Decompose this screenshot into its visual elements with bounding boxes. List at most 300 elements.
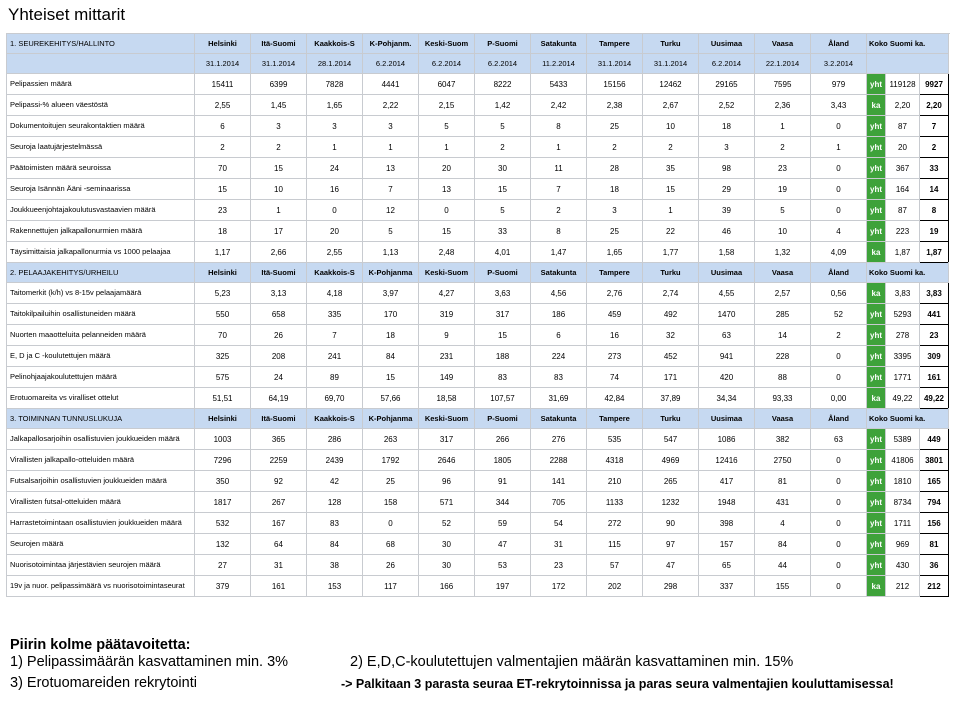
region-header: K-Pohjanm. xyxy=(363,34,419,54)
value-cell: 64 xyxy=(251,534,307,555)
value-cell: 20 xyxy=(307,221,363,242)
value-cell: 2,57 xyxy=(755,283,811,304)
value-cell: 5 xyxy=(419,116,475,137)
district-value-cell: 3801 xyxy=(920,450,949,471)
goals-heading: Piirin kolme päätavoitetta: xyxy=(10,637,191,653)
value-cell: 107,57 xyxy=(475,388,531,409)
value-cell: 337 xyxy=(699,576,755,597)
region-header: Tampere xyxy=(587,34,643,54)
value-cell: 941 xyxy=(699,346,755,367)
region-header: Koko Suomi ka. xyxy=(867,263,949,283)
value-cell: 19 xyxy=(755,179,811,200)
value-cell: 31,69 xyxy=(531,388,587,409)
value-cell: 37,89 xyxy=(643,388,699,409)
value-cell: 0 xyxy=(307,200,363,221)
value-cell: 26 xyxy=(251,325,307,346)
region-header: Kaakkois-S xyxy=(307,409,363,429)
goal-line-1 xyxy=(10,654,950,675)
value-cell: 42 xyxy=(307,471,363,492)
value-cell: 15 xyxy=(363,367,419,388)
value-cell: 4318 xyxy=(587,450,643,471)
district-value-cell: 7 xyxy=(920,116,949,137)
date-cell: 3.2.2014 xyxy=(811,54,867,74)
value-cell: 31 xyxy=(251,555,307,576)
value-cell: 23 xyxy=(195,200,251,221)
value-cell: 93,33 xyxy=(755,388,811,409)
value-cell: 167 xyxy=(251,513,307,534)
district-value-cell: 3,83 xyxy=(920,283,949,304)
value-cell: 33 xyxy=(475,221,531,242)
date-cell: 6.2.2014 xyxy=(363,54,419,74)
region-header: Tampere xyxy=(587,263,643,283)
value-cell: 47 xyxy=(643,555,699,576)
metric-label: Taitomerkit (k/h) vs 8-15v pelaajamäärä xyxy=(7,283,195,304)
date-cell: 31.1.2014 xyxy=(195,54,251,74)
region-header: Turku xyxy=(643,263,699,283)
value-cell: 88 xyxy=(755,367,811,388)
value-cell: 16 xyxy=(587,325,643,346)
value-cell: 325 xyxy=(195,346,251,367)
total-cell: 969 xyxy=(886,534,920,555)
value-cell: 2,38 xyxy=(587,95,643,116)
value-cell: 3,43 xyxy=(811,95,867,116)
value-cell: 42,84 xyxy=(587,388,643,409)
value-cell: 18,58 xyxy=(419,388,475,409)
value-cell: 29 xyxy=(699,179,755,200)
value-cell: 2 xyxy=(251,137,307,158)
value-cell: 2439 xyxy=(307,450,363,471)
value-cell: 155 xyxy=(755,576,811,597)
value-cell: 0 xyxy=(811,534,867,555)
value-cell: 0 xyxy=(811,450,867,471)
metric-label: Virallisten futsal-otteluiden määrä xyxy=(7,492,195,513)
value-cell: 18 xyxy=(699,116,755,137)
value-cell: 69,70 xyxy=(307,388,363,409)
value-cell: 2 xyxy=(643,137,699,158)
district-value-cell: 33 xyxy=(920,158,949,179)
total-cell: 119128 xyxy=(886,74,920,95)
metric-label: Futsalsarjoihin osallistuvien joukkueiden määrä xyxy=(7,471,195,492)
district-value-cell: 19 xyxy=(920,221,949,242)
value-cell: 31 xyxy=(531,534,587,555)
table-row xyxy=(7,95,949,116)
value-cell: 6 xyxy=(195,116,251,137)
value-cell: 91 xyxy=(475,471,531,492)
value-cell: 265 xyxy=(643,471,699,492)
section-title: 3. TOIMINNAN TUNNUSLUKUJA xyxy=(7,409,195,429)
reward-note: -> Palkitaan 3 parasta seuraa ET-rekrytoinnissa ja paras seura valmentajien kouluttamisessa! xyxy=(341,677,894,691)
region-header: Tampere xyxy=(587,409,643,429)
metric-label: Seurojen määrä xyxy=(7,534,195,555)
value-cell: 2,22 xyxy=(363,95,419,116)
value-cell: 57,66 xyxy=(363,388,419,409)
value-cell: 1 xyxy=(643,200,699,221)
value-cell: 52 xyxy=(419,513,475,534)
value-cell: 2,15 xyxy=(419,95,475,116)
metric-label: E, D ja C -koulutettujen määrä xyxy=(7,346,195,367)
value-cell: 705 xyxy=(531,492,587,513)
metric-label: 19v ja nuor. pelipassimäärä vs nuorisotoimintaseurat xyxy=(7,576,195,597)
aggregate-type-badge: ka xyxy=(867,283,886,304)
value-cell: 34,34 xyxy=(699,388,755,409)
district-value-cell: 1,87 xyxy=(920,242,949,263)
value-cell: 1 xyxy=(251,200,307,221)
total-cell: 1771 xyxy=(886,367,920,388)
date-cell: 11.2.2014 xyxy=(531,54,587,74)
value-cell: 2 xyxy=(811,325,867,346)
value-cell: 117 xyxy=(363,576,419,597)
value-cell: 10 xyxy=(755,221,811,242)
region-header: Helsinki xyxy=(195,34,251,54)
aggregate-type-badge: yht xyxy=(867,200,886,221)
value-cell: 8 xyxy=(531,221,587,242)
metrics-table-image xyxy=(6,33,945,620)
table-row xyxy=(7,74,949,95)
value-cell: 28 xyxy=(587,158,643,179)
section-header-row xyxy=(7,263,949,283)
value-cell: 70 xyxy=(195,325,251,346)
value-cell: 2259 xyxy=(251,450,307,471)
dates-filler xyxy=(867,54,949,74)
value-cell: 83 xyxy=(531,367,587,388)
value-cell: 13 xyxy=(419,179,475,200)
value-cell: 57 xyxy=(587,555,643,576)
value-cell: 1817 xyxy=(195,492,251,513)
total-cell: 87 xyxy=(886,116,920,137)
value-cell: 0 xyxy=(811,492,867,513)
value-cell: 1,45 xyxy=(251,95,307,116)
value-cell: 15156 xyxy=(587,74,643,95)
region-header: Keski-Suom xyxy=(419,263,475,283)
value-cell: 15 xyxy=(251,158,307,179)
value-cell: 344 xyxy=(475,492,531,513)
value-cell: 92 xyxy=(251,471,307,492)
value-cell: 84 xyxy=(755,534,811,555)
value-cell: 3,13 xyxy=(251,283,307,304)
value-cell: 10 xyxy=(251,179,307,200)
value-cell: 1,65 xyxy=(587,242,643,263)
value-cell: 0,56 xyxy=(811,283,867,304)
metric-label: Täysimittaisia jalkapallonurmia vs 1000 pelaajaa xyxy=(7,242,195,263)
district-value-cell: 165 xyxy=(920,471,949,492)
value-cell: 4969 xyxy=(643,450,699,471)
value-cell: 3 xyxy=(363,116,419,137)
table-row xyxy=(7,492,949,513)
total-cell: 278 xyxy=(886,325,920,346)
value-cell: 4,01 xyxy=(475,242,531,263)
value-cell: 547 xyxy=(643,429,699,450)
table-row xyxy=(7,450,949,471)
section-title: 2. PELAAJAKEHITYS/URHEILU xyxy=(7,263,195,283)
value-cell: 170 xyxy=(363,304,419,325)
value-cell: 0 xyxy=(363,513,419,534)
table-row xyxy=(7,242,949,263)
value-cell: 64,19 xyxy=(251,388,307,409)
value-cell: 0 xyxy=(811,513,867,534)
value-cell: 7595 xyxy=(755,74,811,95)
metric-label: Nuorisotoimintaa järjestävien seurojen määrä xyxy=(7,555,195,576)
value-cell: 30 xyxy=(419,555,475,576)
value-cell: 128 xyxy=(307,492,363,513)
value-cell: 12 xyxy=(363,200,419,221)
section-header-row xyxy=(7,409,949,429)
value-cell: 7 xyxy=(363,179,419,200)
total-cell: 49,22 xyxy=(886,388,920,409)
value-cell: 15 xyxy=(195,179,251,200)
value-cell: 46 xyxy=(699,221,755,242)
value-cell: 2,48 xyxy=(419,242,475,263)
value-cell: 2,55 xyxy=(195,95,251,116)
region-header: Åland xyxy=(811,409,867,429)
value-cell: 319 xyxy=(419,304,475,325)
value-cell: 273 xyxy=(587,346,643,367)
value-cell: 267 xyxy=(251,492,307,513)
value-cell: 1,58 xyxy=(699,242,755,263)
date-cell: 6.2.2014 xyxy=(475,54,531,74)
metric-label: Päätoimisten määrä seuroissa xyxy=(7,158,195,179)
value-cell: 3 xyxy=(307,116,363,137)
metric-label: Virallisten jalkapallo-otteluiden määrä xyxy=(7,450,195,471)
value-cell: 26 xyxy=(363,555,419,576)
value-cell: 1470 xyxy=(699,304,755,325)
value-cell: 153 xyxy=(307,576,363,597)
region-header: P-Suomi xyxy=(475,34,531,54)
metric-label: Pelipassien määrä xyxy=(7,74,195,95)
value-cell: 89 xyxy=(307,367,363,388)
value-cell: 6047 xyxy=(419,74,475,95)
value-cell: 51,51 xyxy=(195,388,251,409)
total-cell: 5389 xyxy=(886,429,920,450)
value-cell: 1792 xyxy=(363,450,419,471)
value-cell: 298 xyxy=(643,576,699,597)
value-cell: 2750 xyxy=(755,450,811,471)
table-row xyxy=(7,576,949,597)
value-cell: 172 xyxy=(531,576,587,597)
value-cell: 2 xyxy=(475,137,531,158)
region-header: P-Suomi xyxy=(475,263,531,283)
value-cell: 18 xyxy=(363,325,419,346)
value-cell: 5 xyxy=(755,200,811,221)
value-cell: 0 xyxy=(811,346,867,367)
value-cell: 317 xyxy=(475,304,531,325)
aggregate-type-badge: yht xyxy=(867,158,886,179)
value-cell: 8222 xyxy=(475,74,531,95)
value-cell: 1133 xyxy=(587,492,643,513)
value-cell: 16 xyxy=(307,179,363,200)
value-cell: 23 xyxy=(755,158,811,179)
value-cell: 90 xyxy=(643,513,699,534)
value-cell: 24 xyxy=(307,158,363,179)
value-cell: 286 xyxy=(307,429,363,450)
value-cell: 7828 xyxy=(307,74,363,95)
value-cell: 54 xyxy=(531,513,587,534)
table-row xyxy=(7,388,949,409)
value-cell: 285 xyxy=(755,304,811,325)
value-cell: 96 xyxy=(419,471,475,492)
metric-label: Joukkueenjohtajakoulutusvastaavien määrä xyxy=(7,200,195,221)
value-cell: 8 xyxy=(531,116,587,137)
value-cell: 1,77 xyxy=(643,242,699,263)
value-cell: 263 xyxy=(363,429,419,450)
total-cell: 1810 xyxy=(886,471,920,492)
region-header: Satakunta xyxy=(531,409,587,429)
metric-label: Rakennettujen jalkapallonurmien määrä xyxy=(7,221,195,242)
aggregate-type-badge: yht xyxy=(867,534,886,555)
aggregate-type-badge: yht xyxy=(867,555,886,576)
value-cell: 0 xyxy=(811,471,867,492)
value-cell: 1003 xyxy=(195,429,251,450)
total-cell: 367 xyxy=(886,158,920,179)
value-cell: 59 xyxy=(475,513,531,534)
value-cell: 459 xyxy=(587,304,643,325)
metric-label: Taitokilpailuihin osallistuneiden määrä xyxy=(7,304,195,325)
value-cell: 317 xyxy=(419,429,475,450)
metrics-table xyxy=(6,33,949,597)
value-cell: 132 xyxy=(195,534,251,555)
table-row xyxy=(7,221,949,242)
dates-row xyxy=(7,54,949,74)
value-cell: 161 xyxy=(251,576,307,597)
value-cell: 1 xyxy=(307,137,363,158)
value-cell: 1086 xyxy=(699,429,755,450)
total-cell: 87 xyxy=(886,200,920,221)
value-cell: 15 xyxy=(475,179,531,200)
region-header: Turku xyxy=(643,34,699,54)
value-cell: 30 xyxy=(475,158,531,179)
aggregate-type-badge: ka xyxy=(867,576,886,597)
value-cell: 35 xyxy=(643,158,699,179)
region-header: K-Pohjanma xyxy=(363,409,419,429)
table-row xyxy=(7,367,949,388)
value-cell: 492 xyxy=(643,304,699,325)
district-value-cell: 441 xyxy=(920,304,949,325)
value-cell: 1,32 xyxy=(755,242,811,263)
region-header: Vaasa xyxy=(755,409,811,429)
value-cell: 266 xyxy=(475,429,531,450)
value-cell: 44 xyxy=(755,555,811,576)
aggregate-type-badge: yht xyxy=(867,367,886,388)
value-cell: 0 xyxy=(419,200,475,221)
metric-label: Erotuomareita vs viralliset ottelut xyxy=(7,388,195,409)
metric-label: Seuroja laatujärjestelmässä xyxy=(7,137,195,158)
district-value-cell: 81 xyxy=(920,534,949,555)
value-cell: 166 xyxy=(419,576,475,597)
aggregate-type-badge: yht xyxy=(867,221,886,242)
region-header: Uusimaa xyxy=(699,34,755,54)
region-header: Vaasa xyxy=(755,263,811,283)
region-header: Keski-Suom xyxy=(419,34,475,54)
value-cell: 0 xyxy=(811,200,867,221)
region-header: Satakunta xyxy=(531,263,587,283)
district-value-cell: 8 xyxy=(920,200,949,221)
value-cell: 3 xyxy=(251,116,307,137)
value-cell: 141 xyxy=(531,471,587,492)
value-cell: 14 xyxy=(755,325,811,346)
value-cell: 171 xyxy=(643,367,699,388)
district-value-cell: 2,20 xyxy=(920,95,949,116)
value-cell: 0 xyxy=(811,555,867,576)
table-row xyxy=(7,283,949,304)
aggregate-type-badge: yht xyxy=(867,179,886,200)
value-cell: 1,42 xyxy=(475,95,531,116)
value-cell: 186 xyxy=(531,304,587,325)
value-cell: 84 xyxy=(363,346,419,367)
value-cell: 4 xyxy=(811,221,867,242)
value-cell: 224 xyxy=(531,346,587,367)
total-cell: 223 xyxy=(886,221,920,242)
value-cell: 15 xyxy=(419,221,475,242)
value-cell: 15411 xyxy=(195,74,251,95)
value-cell: 979 xyxy=(811,74,867,95)
value-cell: 2,55 xyxy=(307,242,363,263)
region-header: Vaasa xyxy=(755,34,811,54)
value-cell: 115 xyxy=(587,534,643,555)
value-cell: 188 xyxy=(475,346,531,367)
value-cell: 2,66 xyxy=(251,242,307,263)
total-cell: 8734 xyxy=(886,492,920,513)
date-cell: 31.1.2014 xyxy=(643,54,699,74)
value-cell: 83 xyxy=(307,513,363,534)
district-value-cell: 23 xyxy=(920,325,949,346)
value-cell: 0 xyxy=(811,116,867,137)
slide-title: Yhteiset mittarit xyxy=(8,5,126,24)
value-cell: 1,17 xyxy=(195,242,251,263)
value-cell: 11 xyxy=(531,158,587,179)
value-cell: 1 xyxy=(755,116,811,137)
value-cell: 4,56 xyxy=(531,283,587,304)
value-cell: 532 xyxy=(195,513,251,534)
value-cell: 0 xyxy=(811,158,867,179)
value-cell: 4 xyxy=(755,513,811,534)
value-cell: 13 xyxy=(363,158,419,179)
metric-label: Nuorten maaotteluita pelanneiden määrä xyxy=(7,325,195,346)
value-cell: 382 xyxy=(755,429,811,450)
total-cell: 212 xyxy=(886,576,920,597)
value-cell: 535 xyxy=(587,429,643,450)
region-header: Turku xyxy=(643,409,699,429)
value-cell: 70 xyxy=(195,158,251,179)
value-cell: 32 xyxy=(643,325,699,346)
value-cell: 25 xyxy=(587,221,643,242)
total-cell: 5293 xyxy=(886,304,920,325)
value-cell: 550 xyxy=(195,304,251,325)
total-cell: 20 xyxy=(886,137,920,158)
value-cell: 3,97 xyxy=(363,283,419,304)
value-cell: 431 xyxy=(755,492,811,513)
region-header: Uusimaa xyxy=(699,263,755,283)
value-cell: 6399 xyxy=(251,74,307,95)
metric-label: Jalkapallosarjoihin osallistuvien joukkueiden määrä xyxy=(7,429,195,450)
region-header: Kaakkois-S xyxy=(307,34,363,54)
value-cell: 9 xyxy=(419,325,475,346)
region-header: Koko Suomi ka. xyxy=(867,409,949,429)
region-header: Åland xyxy=(811,263,867,283)
value-cell: 4,27 xyxy=(419,283,475,304)
table-row xyxy=(7,200,949,221)
value-cell: 0 xyxy=(811,367,867,388)
value-cell: 39 xyxy=(699,200,755,221)
value-cell: 379 xyxy=(195,576,251,597)
region-header: Satakunta xyxy=(531,34,587,54)
value-cell: 52 xyxy=(811,304,867,325)
table-row xyxy=(7,116,949,137)
value-cell: 38 xyxy=(307,555,363,576)
value-cell: 335 xyxy=(307,304,363,325)
aggregate-type-badge: yht xyxy=(867,325,886,346)
value-cell: 47 xyxy=(475,534,531,555)
value-cell: 63 xyxy=(811,429,867,450)
value-cell: 25 xyxy=(587,116,643,137)
